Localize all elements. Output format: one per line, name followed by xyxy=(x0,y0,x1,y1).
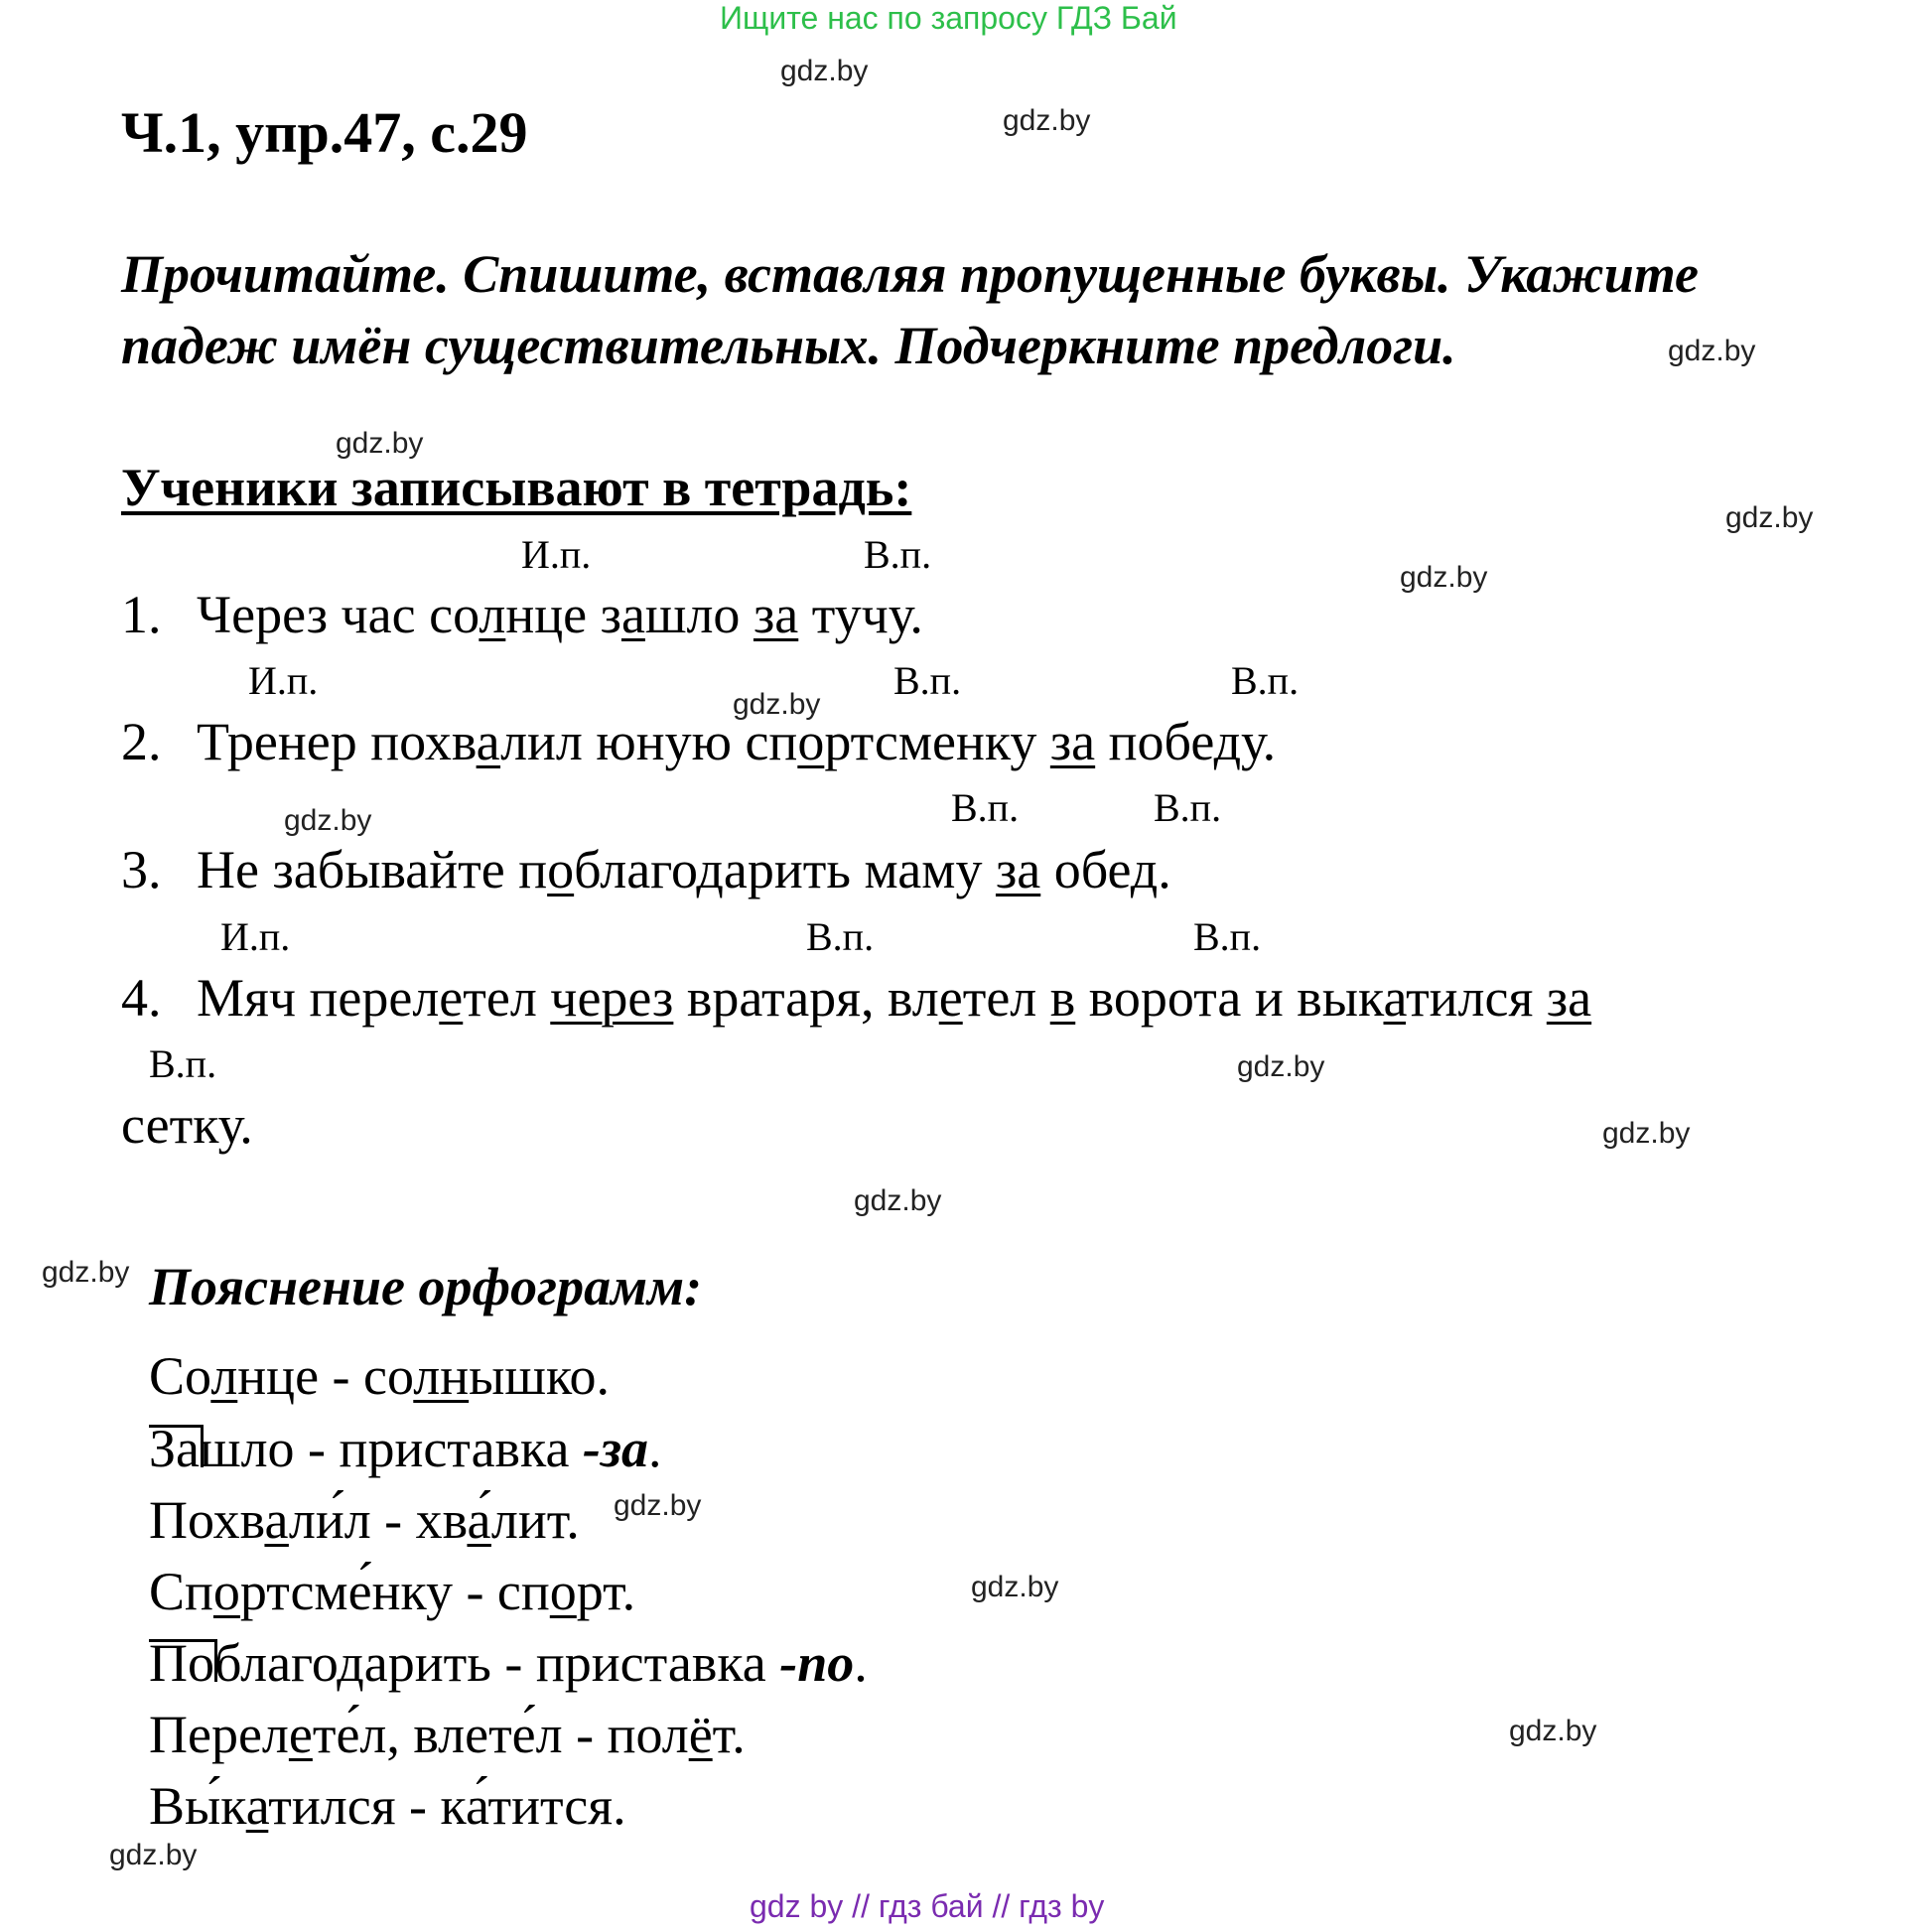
sentence-number: 3. xyxy=(121,840,162,899)
explanation-2 xyxy=(149,1418,661,1479)
preposition: за xyxy=(1049,712,1096,771)
case-label: В.п. xyxy=(864,532,932,577)
case-label: В.п. xyxy=(1231,658,1300,703)
prefix-highlight: -за xyxy=(582,1419,648,1478)
prefix-mark xyxy=(149,1633,214,1693)
watermark: gdz.by xyxy=(1668,335,1756,367)
explanation-7 xyxy=(149,1775,626,1837)
case-label: И.п. xyxy=(248,658,319,703)
explanation-text: шло - приставка xyxy=(200,1419,583,1478)
explanation-text: благодарить - приставка xyxy=(214,1633,780,1693)
watermark: gdz.by xyxy=(1237,1050,1325,1083)
preposition: за xyxy=(995,840,1041,899)
spelling-letter: а xyxy=(264,1490,289,1550)
explanation-text: Перел xyxy=(149,1705,289,1764)
sentence-2 xyxy=(121,711,1276,772)
spelling-letter: о xyxy=(797,712,825,771)
preposition: за xyxy=(1546,968,1592,1028)
watermark: gdz.by xyxy=(1509,1715,1597,1747)
sentence-text: лил юную сп xyxy=(500,712,798,771)
case-label: В.п. xyxy=(806,914,875,959)
watermark: gdz.by xyxy=(971,1571,1059,1603)
task-instructions xyxy=(121,238,1699,381)
prefix-mark xyxy=(149,1419,200,1478)
sentence-text: тел xyxy=(962,968,1050,1028)
task-line-1: Прочитайте. Спишите, вставляя пропущенные буквы. Укажите xyxy=(121,244,1699,304)
sentence-text: вратаря, вл xyxy=(673,968,939,1028)
preposition: через xyxy=(550,968,674,1028)
sentence-text: Тренер похв xyxy=(197,712,477,771)
footer-links[interactable]: gdz by // гдз бай // гдз by xyxy=(750,1888,1105,1924)
watermark: gdz.by xyxy=(733,688,821,721)
spelling-letter: лн xyxy=(413,1346,470,1406)
sentence-text: тучу. xyxy=(798,585,923,644)
explanation-1 xyxy=(149,1345,610,1407)
explanation-text: те́л, влете́л - пол xyxy=(312,1705,689,1764)
spelling-letter: е xyxy=(288,1705,313,1764)
explanation-text: тился - ка́тится. xyxy=(268,1776,626,1836)
preposition: за xyxy=(753,585,799,644)
explanation-5 xyxy=(149,1632,868,1694)
watermark: gdz.by xyxy=(336,427,424,460)
watermark: gdz.by xyxy=(780,55,869,87)
explanation-4 xyxy=(149,1561,635,1622)
sentence-text: ртсменку xyxy=(824,712,1050,771)
watermark: gdz.by xyxy=(1602,1117,1691,1150)
watermark: gdz.by xyxy=(42,1256,130,1289)
sentence-text: тился xyxy=(1406,968,1547,1028)
explanation-text: ртсме́нку - сп xyxy=(239,1562,550,1621)
explanation-text: . xyxy=(854,1633,868,1693)
prefix-bracket xyxy=(149,1425,204,1467)
explanation-heading: Пояснение орфограмм: xyxy=(149,1257,703,1316)
sentence-text: обе xyxy=(1040,840,1131,899)
watermark: gdz.by xyxy=(854,1184,942,1217)
sentence-text: Мяч перел xyxy=(197,968,440,1028)
explanation-3 xyxy=(149,1489,580,1551)
page-title: Ч.1, упр.47, с.29 xyxy=(121,100,528,165)
sentence-text: Не забывайте п xyxy=(197,840,548,899)
explanation-text: Вы́к xyxy=(149,1776,246,1836)
sentence-1 xyxy=(121,584,923,645)
spelling-letter: а xyxy=(245,1776,269,1836)
spelling-letter: е xyxy=(439,968,464,1028)
watermark: gdz.by xyxy=(284,804,372,837)
spelling-letter: о xyxy=(547,840,575,899)
sentence-number: 1. xyxy=(121,585,162,644)
watermark: gdz.by xyxy=(1725,501,1814,534)
sentence-text: нце з xyxy=(505,585,621,644)
spelling-letter: а xyxy=(620,585,645,644)
explanation-text: . xyxy=(647,1419,662,1478)
sentence-text: ворота и вык xyxy=(1075,968,1384,1028)
watermark: gdz.by xyxy=(109,1839,198,1871)
spelling-letter: о xyxy=(212,1562,240,1621)
students-heading: Ученики записывают в тетрадь: xyxy=(121,458,912,517)
prefix-text: По xyxy=(149,1633,214,1693)
spelling-letter: л xyxy=(210,1346,238,1406)
search-banner: Ищите нас по запросу ГДЗ Бай xyxy=(720,0,1177,36)
sentence-text: Через час со xyxy=(197,585,480,644)
watermark: gdz.by xyxy=(614,1489,702,1522)
explanation-text: ли́л - хв xyxy=(288,1490,468,1550)
sentence-number: 2. xyxy=(121,712,162,771)
spelling-letter: ё xyxy=(688,1705,713,1764)
explanation-text: т. xyxy=(712,1705,746,1764)
sentence-text: шло xyxy=(644,585,754,644)
task-line-2: падеж имён существительных. Подчеркните предлоги. xyxy=(121,316,1456,375)
spelling-letter: а xyxy=(476,712,501,771)
spelling-letter: д xyxy=(1130,840,1159,899)
spelling-letter: а́ xyxy=(467,1490,491,1550)
spelling-letter: л xyxy=(479,585,506,644)
case-label: В.п. xyxy=(1193,914,1262,959)
case-label: И.п. xyxy=(220,914,291,959)
sentence-4-continuation: сетку. xyxy=(121,1095,253,1155)
case-label: В.п. xyxy=(951,785,1020,830)
explanation-text: Похв xyxy=(149,1490,265,1550)
sentence-text: . xyxy=(1158,840,1171,899)
sentence-number: 4. xyxy=(121,968,162,1028)
explanation-text: рт. xyxy=(576,1562,636,1621)
prefix-text: За xyxy=(149,1419,201,1478)
explanation-text: Со xyxy=(149,1346,211,1406)
explanation-text: лит. xyxy=(490,1490,580,1550)
explanation-text: ышко. xyxy=(469,1346,610,1406)
preposition: в xyxy=(1049,968,1076,1028)
case-label: И.п. xyxy=(521,532,592,577)
sentence-3 xyxy=(121,839,1171,900)
watermark: gdz.by xyxy=(1400,561,1488,594)
watermark: gdz.by xyxy=(1003,104,1091,137)
sentence-text: победу. xyxy=(1095,712,1277,771)
spelling-letter: е xyxy=(938,968,963,1028)
case-label: В.п. xyxy=(1154,785,1222,830)
sentence-4 xyxy=(121,967,1591,1029)
prefix-bracket xyxy=(149,1639,217,1682)
prefix-highlight: -по xyxy=(779,1633,855,1693)
sentence-text: благодарить маму xyxy=(574,840,996,899)
explanation-text: нце - со xyxy=(237,1346,414,1406)
case-label: В.п. xyxy=(149,1041,217,1086)
case-label: В.п. xyxy=(893,658,962,703)
explanation-text: Сп xyxy=(149,1562,213,1621)
spelling-letter: о xyxy=(549,1562,577,1621)
explanation-6 xyxy=(149,1704,746,1765)
spelling-letter: а xyxy=(1383,968,1407,1028)
sentence-text: тел xyxy=(463,968,551,1028)
